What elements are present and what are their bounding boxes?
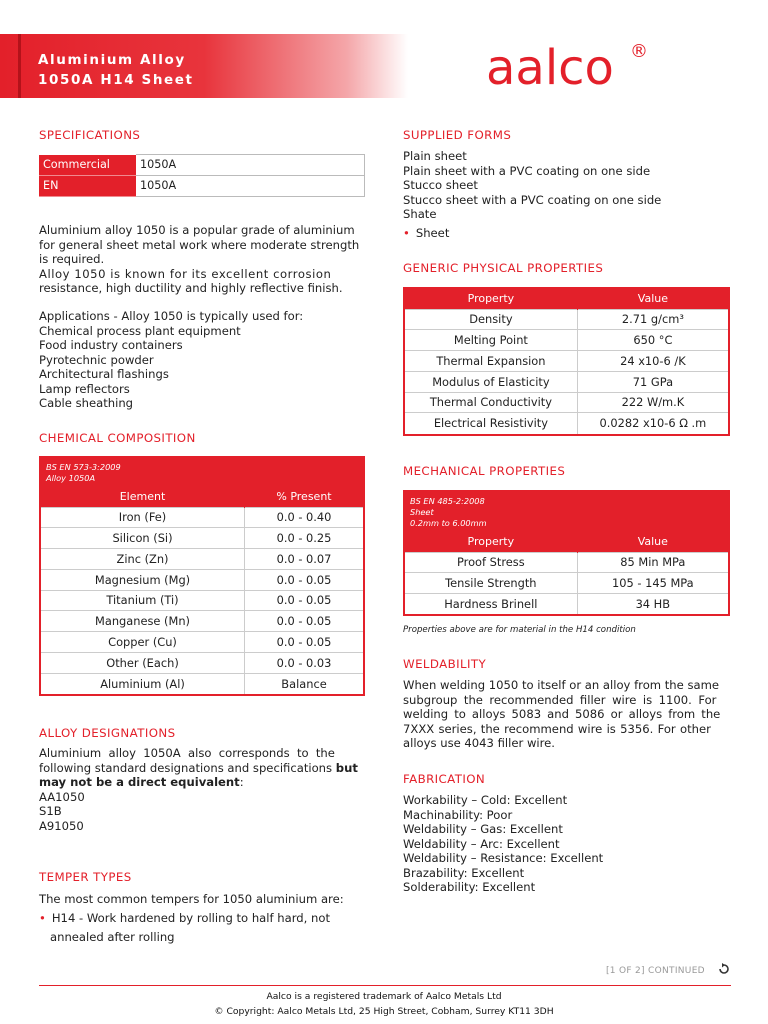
fabrication-list bbox=[403, 793, 730, 895]
mechanical-properties-title: MECHANICAL PROPERTIES bbox=[403, 464, 566, 478]
footer-divider bbox=[39, 985, 731, 986]
emphasis-text: may not be a direct equivalent bbox=[39, 775, 240, 789]
property-cell: Modulus of Elasticity bbox=[405, 371, 577, 392]
value-cell: 24 x10-6 /K bbox=[577, 351, 728, 372]
table-row bbox=[405, 594, 728, 615]
text-line: Stucco sheet bbox=[403, 178, 478, 192]
document-title bbox=[38, 50, 194, 90]
value-cell: 2.71 g/cm³ bbox=[577, 309, 728, 330]
table-row bbox=[41, 632, 363, 653]
range-label: 0.2mm to 6.00mm bbox=[410, 518, 487, 528]
alloy-label: Alloy 1050A bbox=[46, 473, 96, 483]
spec-value: 1050A bbox=[136, 176, 365, 197]
text-line: Solderability: Excellent bbox=[403, 880, 536, 894]
form-label: Sheet bbox=[410, 507, 434, 517]
property-cell: Tensile Strength bbox=[405, 573, 577, 594]
percent-cell: 0.0 - 0.25 bbox=[245, 528, 363, 549]
supplied-forms-title: SUPPLIED FORMS bbox=[403, 128, 512, 142]
text-line: Food industry containers bbox=[39, 338, 183, 352]
designation-code: A91050 bbox=[39, 818, 84, 833]
element-cell: Copper (Cu) bbox=[41, 632, 245, 653]
standard-label: BS EN 485-2:2008 bbox=[410, 496, 485, 506]
element-cell: Manganese (Mn) bbox=[41, 611, 245, 632]
element-cell: Zinc (Zn) bbox=[41, 549, 245, 570]
table-row bbox=[405, 309, 728, 330]
weldability-paragraph bbox=[403, 678, 730, 751]
spec-row bbox=[39, 176, 365, 197]
table-row bbox=[405, 392, 728, 413]
property-cell: Density bbox=[405, 309, 577, 330]
text-line: Plain sheet with a PVC coating on one side bbox=[403, 163, 651, 178]
list-item bbox=[403, 226, 730, 241]
text-line: 7XXX series, the recommend wire is 5356. For other bbox=[403, 721, 711, 736]
title-line-2: 1050A H14 Sheet bbox=[38, 72, 194, 88]
physical-properties-title: GENERIC PHYSICAL PROPERTIES bbox=[403, 261, 604, 275]
property-cell: Thermal Expansion bbox=[405, 351, 577, 372]
registered-mark: ® bbox=[630, 41, 648, 62]
text-line: Applications - Alloy 1050 is typically used for: bbox=[39, 309, 304, 323]
specifications-table bbox=[39, 154, 365, 197]
text-line bbox=[39, 775, 365, 790]
table-row bbox=[41, 549, 363, 570]
mechanical-properties-table bbox=[403, 490, 730, 616]
chemical-composition-title: CHEMICAL COMPOSITION bbox=[39, 431, 196, 445]
table-row bbox=[405, 413, 728, 434]
text-line: subgroup the recommended filler wire is 1100. For bbox=[403, 692, 717, 707]
header-edge bbox=[18, 34, 21, 98]
percent-cell: 0.0 - 0.05 bbox=[245, 611, 363, 632]
physical-properties-table bbox=[403, 287, 730, 436]
element-cell: Other (Each) bbox=[41, 653, 245, 674]
property-cell: Electrical Resistivity bbox=[405, 413, 577, 434]
table-row bbox=[41, 590, 363, 611]
column-header-present: % Present bbox=[245, 487, 363, 507]
text-line: annealed after rolling bbox=[50, 930, 175, 944]
property-cell: Melting Point bbox=[405, 330, 577, 351]
spec-row bbox=[39, 155, 365, 176]
text-line: Workability – Cold: Excellent bbox=[403, 793, 568, 807]
text-line: When welding 1050 to itself or an alloy from the same bbox=[403, 678, 720, 692]
element-cell: Silicon (Si) bbox=[41, 528, 245, 549]
value-cell: 34 HB bbox=[577, 594, 728, 615]
text-fragment: following standard designations and specifications bbox=[39, 760, 336, 775]
temper-item bbox=[39, 909, 365, 928]
table-row bbox=[41, 569, 363, 590]
title-line-1: Aluminium Alloy bbox=[38, 52, 186, 68]
percent-cell: 0.0 - 0.03 bbox=[245, 653, 363, 674]
chemical-standard-header bbox=[41, 458, 363, 487]
table-row bbox=[405, 552, 728, 573]
text-fragment: Sheet bbox=[415, 225, 450, 240]
designations-paragraph bbox=[39, 746, 365, 833]
text-line: resistance, high ductility and highly reflective finish. bbox=[39, 281, 343, 295]
text-line: Aluminium alloy 1050 is a popular grade of aluminium bbox=[39, 223, 355, 237]
text-line: Alloy 1050 is known for its excellent corrosion bbox=[39, 266, 332, 281]
text-line: is required. bbox=[39, 252, 105, 266]
mechanical-standard-header bbox=[405, 492, 728, 532]
table-row bbox=[41, 653, 363, 674]
text-line: Stucco sheet with a PVC coating on one side bbox=[403, 192, 662, 207]
text-line: Aluminium alloy 1050A also corresponds to the bbox=[39, 746, 335, 760]
specifications-title: SPECIFICATIONS bbox=[39, 128, 141, 142]
property-cell: Hardness Brinell bbox=[405, 594, 577, 615]
element-cell: Magnesium (Mg) bbox=[41, 569, 245, 590]
copyright-notice: © Copyright: Aalco Metals Ltd, 25 High Street, Cobham, Surrey KT11 3DH bbox=[214, 1006, 554, 1017]
table-row bbox=[405, 573, 728, 594]
text-line: welding to alloys 5083 and 5086 or alloys from the bbox=[403, 707, 721, 721]
value-cell: 105 - 145 MPa bbox=[577, 573, 728, 594]
alloy-designations-title: ALLOY DESIGNATIONS bbox=[39, 726, 176, 740]
percent-cell: 0.0 - 0.05 bbox=[245, 590, 363, 611]
percent-cell: 0.0 - 0.40 bbox=[245, 507, 363, 528]
text-line: The most common tempers for 1050 aluminium are: bbox=[39, 892, 344, 906]
element-cell: Titanium (Ti) bbox=[41, 590, 245, 611]
intro-paragraph bbox=[39, 223, 365, 296]
property-cell: Proof Stress bbox=[405, 552, 577, 573]
text-line: Lamp reflectors bbox=[39, 381, 130, 396]
table-row bbox=[41, 528, 363, 549]
h14-condition-note: Properties above are for material in the H14 condition bbox=[403, 625, 636, 635]
text-line: Brazability: Excellent bbox=[403, 865, 525, 880]
text-line: Plain sheet bbox=[403, 149, 467, 163]
text-line: Chemical process plant equipment bbox=[39, 323, 241, 338]
column-header-element: Element bbox=[41, 487, 245, 507]
spec-key: EN bbox=[39, 176, 136, 197]
designation-code: S1B bbox=[39, 804, 62, 818]
text-line: Architectural flashings bbox=[39, 367, 169, 381]
spec-value: 1050A bbox=[136, 155, 365, 176]
standard-label: BS EN 573-3:2009 bbox=[46, 462, 121, 472]
text-fragment: : bbox=[239, 775, 244, 789]
column-header-value: Value bbox=[577, 289, 728, 309]
designation-code: AA1050 bbox=[39, 789, 85, 804]
temper-paragraph bbox=[39, 890, 365, 947]
emphasis-text: but bbox=[335, 760, 358, 775]
table-row bbox=[41, 673, 363, 694]
temper-types-title: TEMPER TYPES bbox=[39, 870, 132, 884]
bullet-icon: • bbox=[39, 911, 46, 925]
text-line: for general sheet metal work where moderate strength bbox=[39, 237, 360, 252]
percent-cell: Balance bbox=[245, 673, 363, 694]
table-row bbox=[405, 330, 728, 351]
table-row bbox=[405, 371, 728, 392]
percent-cell: 0.0 - 0.07 bbox=[245, 549, 363, 570]
percent-cell: 0.0 - 0.05 bbox=[245, 632, 363, 653]
value-cell: 71 GPa bbox=[577, 371, 728, 392]
continue-arrow-icon bbox=[718, 963, 730, 980]
value-cell: 85 Min MPa bbox=[577, 552, 728, 573]
text-line bbox=[39, 761, 365, 776]
fabrication-title: FABRICATION bbox=[403, 772, 486, 786]
text-line: Pyrotechnic powder bbox=[39, 352, 154, 367]
column-header-property: Property bbox=[405, 289, 577, 309]
value-cell: 0.0282 x10-6 Ω .m bbox=[577, 413, 728, 434]
table-row bbox=[405, 351, 728, 372]
text-line: Weldability – Resistance: Excellent bbox=[403, 851, 604, 865]
weldability-title: WELDABILITY bbox=[403, 657, 487, 671]
table-row bbox=[41, 611, 363, 632]
supplied-forms-list bbox=[403, 149, 730, 240]
percent-cell: 0.0 - 0.05 bbox=[245, 569, 363, 590]
element-cell: Iron (Fe) bbox=[41, 507, 245, 528]
logo-text: aalco bbox=[486, 40, 614, 96]
text-line: Weldability – Gas: Excellent bbox=[403, 822, 563, 836]
chemical-composition-table bbox=[39, 456, 365, 696]
text-line: Weldability – Arc: Excellent bbox=[403, 836, 560, 851]
text-line: alloys use 4043 filler wire. bbox=[403, 736, 555, 750]
element-cell: Aluminium (Al) bbox=[41, 673, 245, 694]
aalco-logo bbox=[486, 40, 656, 100]
column-header-property: Property bbox=[405, 532, 577, 552]
applications-list bbox=[39, 309, 365, 411]
text-line: Machinability: Poor bbox=[403, 807, 513, 822]
spec-key: Commercial bbox=[39, 155, 136, 176]
text-line: Shate bbox=[403, 207, 437, 221]
value-cell: 222 W/m.K bbox=[577, 392, 728, 413]
table-row bbox=[41, 507, 363, 528]
property-cell: Thermal Conductivity bbox=[405, 392, 577, 413]
trademark-notice: Aalco is a registered trademark of Aalco Metals Ltd bbox=[266, 991, 502, 1002]
page-continued-indicator: [1 OF 2] CONTINUED bbox=[606, 966, 705, 976]
bullet-icon: • bbox=[403, 225, 410, 240]
value-cell: 650 °C bbox=[577, 330, 728, 351]
column-header-value: Value bbox=[577, 532, 728, 552]
text-line: Cable sheathing bbox=[39, 396, 134, 410]
text-fragment: H14 - Work hardened by rolling to half hard, not bbox=[51, 911, 331, 925]
